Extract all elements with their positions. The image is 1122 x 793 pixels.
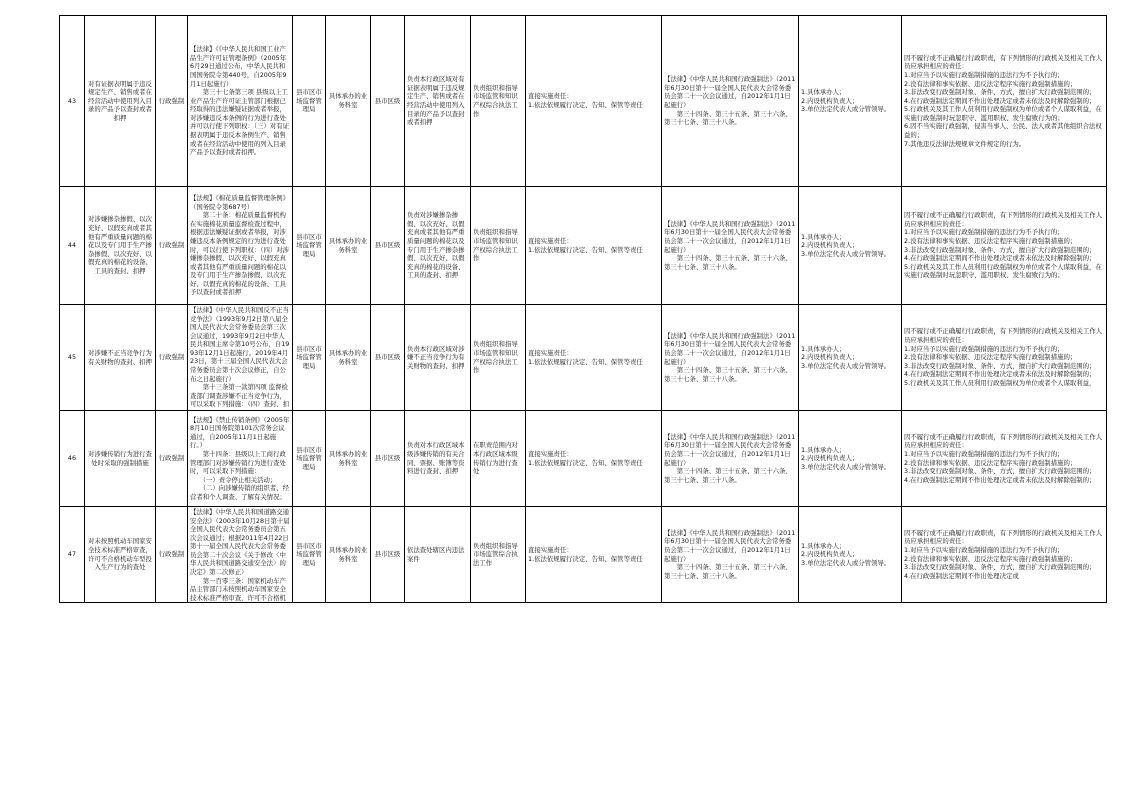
jurisdiction-level: 县市区级 xyxy=(371,411,405,507)
responsibility-scope: 负责本行政区域对涉嫌不正当竞争行为有关财物的查封、扣押 xyxy=(405,305,471,411)
legal-basis: 【法律】《《中华人民共和国工业产品生产许可证管理条例》（2005年6月29日通过公布，中华人民共和国国务院令第440号，自2005年9月1日起施行） 第三十七条第三项 县级以上工业产品生产许可证主管部门根据已经取得的违法嫌疑证据或者举报，对涉嫌违反本条例的行为进行查处并可以行使下列职权：（三）对有证据表明属于违反本条例生产、销售或者在经营活动中使用的列入目录产品予以查封或者扣押。 xyxy=(188,16,293,187)
implementation-duty: 直接实施责任： 1.依法依规履行决定、告知、保管等责任 xyxy=(526,507,662,603)
item-type: 行政强制 xyxy=(156,305,188,411)
row-number: 43 xyxy=(60,16,85,187)
responsibility-scope: 依法查处辖区内违法案件 xyxy=(405,507,471,603)
table-row xyxy=(60,305,1107,411)
handling-unit: 具体承办的业务科室 xyxy=(326,411,371,507)
item-name: 对有证据表明属于违反规定生产、销售或者在经营活动中使用列入目录的产品予以查封或者扣押 xyxy=(85,16,156,187)
handling-unit: 具体承办的业务科室 xyxy=(326,16,371,187)
item-name: 对涉嫌不正当竞争行为有关财物的查封、扣押 xyxy=(85,305,156,411)
accountability-clauses: 因不履行或不正确履行行政职责，有下列情形的行政机关及相关工作人员应承担相应的责任： 1.对应当予以实施行政强制措施的违法行为不予执行的； 2.没有法律和事实依据、违反法定程序实施行政强制措施的； 3.非法改变行政强制对象、条件、方式，擅自扩大行政强制范围的； 4.在行政强制法定期间不作出处理决定或者未依法及时解除强制的； 5.行政机关及其工作人员利用行政强制权为单位或者个人谋取利益，在实施行政强制时玩忽职守、滥用职权、发生腐败行为的； xyxy=(902,187,1107,305)
jurisdiction-level: 县市区级 xyxy=(371,16,405,187)
implementation-duty: 直接实施责任： 1.依法依规履行决定、告知、保管等责任 xyxy=(526,411,662,507)
table-row xyxy=(60,187,1107,305)
item-name: 对未按照机动车国家安全技术标准严格审查，许可不合格机动车型投入生产行为的查处 xyxy=(85,507,156,603)
item-type: 行政强制 xyxy=(156,187,188,305)
accountability-clauses: 因不履行或不正确履行行政职责，有下列情形的行政机关及相关工作人员应承担相应的责任： 1.对应当予以实施行政强制措施的违法行为不予执行的； 2.没有法律和事实依据、违反法定程序实施行政强制措施的； 3.非法改变行政强制对象、条件、方式，擅自扩大行政强制范围的； 4.在行政强制法定期间不作出处理决定或 xyxy=(902,507,1107,603)
item-name: 对涉嫌掺杂掺假、以次充好、以假充真或者其他有严重质量问题的棉花以及专门用于生产掺杂掺假、以次充好、以假充真的棉花的设备、工具的查封、扣押 xyxy=(85,187,156,305)
responsible-persons: 1.具体承办人； 2.内设机构负责人； 3.单位法定代表人或分管领导。 xyxy=(799,411,902,507)
row-number: 45 xyxy=(60,305,85,411)
accountability-clauses: 因不履行或不正确履行行政职责，有下列情形的行政机关及相关工作人员应承担相应的责任： 1.对应当予以实施行政强制措施的违法行为不予执行的； 2.没有法律和事实依据、违反法定程序实施行政强制措施的； 3.非法改变行政强制对象、条件、方式，擅自扩大行政强制范围的； 4.在行政强制法定期间不作出处理决定或者未依法及时解除强制的； 5.行政机关及其工作人员利用行政强制权为单位或者个人谋取利益， xyxy=(902,305,1107,411)
implementing-department: 县市区市场监督管理局 xyxy=(293,187,326,305)
implementation-duty: 直接实施责任： 1.依法依规履行决定、告知、保管等责任 xyxy=(526,16,662,187)
duty-description: 负责组织和指导市场监管综合执法工作 xyxy=(471,507,526,603)
duty-law-basis: 【法律】《中华人民共和国行政强制法》（2011年6月30日第十一届全国人民代表大会常务委员会第二十一次会议通过，自2012年1月1日起施行） 第三十四条、第三十五条、第三十六条、第三十七条、第三十八条。 xyxy=(662,187,799,305)
duty-description: 负责组织和指导市场监管和知识产权综合执法工作 xyxy=(471,187,526,305)
jurisdiction-level: 县市区级 xyxy=(371,305,405,411)
responsibility-scope: 负责对涉嫌掺杂掺假、以次充好、以假充真或者其他有严重质量问题的棉花以及专门用于生产掺杂掺假、以次充好、以假充真的棉花的设备、工具的查封、扣押 xyxy=(405,187,471,305)
row-number: 44 xyxy=(60,187,85,305)
duty-law-basis: 【法律】《中华人民共和国行政强制法》（2011年6月30日第十一届全国人民代表大会常务委员会第二十一次会议通过，自2012年1月1日起施行） 第三十四条、第三十五条、第三十六条、第三十七条、第三十八条。 xyxy=(662,507,799,603)
responsible-persons: 1.具体承办人； 2.内设机构负责人； 3.单位法定代表人或分管领导。 xyxy=(799,187,902,305)
responsibility-scope: 负责对本行政区域本级涉嫌传销的有关合同、票据、账簿等资料进行查封、扣押 xyxy=(405,411,471,507)
implementation-duty: 直接实施责任： 1.依法依规履行决定、告知、保管等责任 xyxy=(526,187,662,305)
duty-description: 在职责范围内对本行政区域本级传销行为进行查处 xyxy=(471,411,526,507)
responsible-persons: 1.具体承办人； 2.内设机构负责人； 3.单位法定代表人或分管领导。 xyxy=(799,507,902,603)
item-type: 行政强制 xyxy=(156,507,188,603)
table-row xyxy=(60,16,1107,187)
implementing-department: 县市区市场监督管理局 xyxy=(293,305,326,411)
item-name: 对涉嫌传销行为进行查处时采取的强制措施 xyxy=(85,411,156,507)
jurisdiction-level: 县市区级 xyxy=(371,187,405,305)
item-type: 行政强制 xyxy=(156,411,188,507)
accountability-clauses: 因不履行或不正确履行行政职责，有下列情形的行政机关及相关工作人员应承担相应的责任： 1.对应当予以实施行政强制措施的违法行为不予执行的； 2.没有法律和事实依据、违反法定程序实施行政强制措施的； 3.非法改变行政强制对象、条件、方式，擅自扩大行政强制范围的； 4.在行政强制法定期间不作出处理决定或者未依法及时解除强制的； 5.行政机关及其工作人员利用行政强制权为单位或者个人谋取利益，在实施行政强制时玩忽职守、滥用职权、发生腐败行为的； 6.因不当实施行政强制，侵害当事人、公民、法人或者其他组织合法权益的； 7.其他违反法律法规规章文件规定的行为。 xyxy=(902,16,1107,187)
table-row xyxy=(60,411,1107,507)
responsible-persons: 1.具体承办人； 2.内设机构负责人； 3.单位法定代表人或分管领导。 xyxy=(799,305,902,411)
legal-basis: 【法律】《中华人民共和国道路交通安全法》（2003年10月28日第十届全国人民代表大会常务委员会第五次会议通过；根据2011年4月22日第十一届全国人民代表大会常务委员会第二十次会议《关于修改〈中华人民共和国道路交通安全法〉的决定》第二次修正） 第一百零三条：国家机动车产品主管部门未按照机动车国家安全技术标准严格审查，许可不合格机 xyxy=(188,507,293,603)
handling-unit: 具体承办的业务科室 xyxy=(326,305,371,411)
implementing-department: 县市区市场监督管理局 xyxy=(293,507,326,603)
responsible-persons: 1.具体承办人； 2.内设机构负责人； 3.单位法定代表人或分管领导。 xyxy=(799,16,902,187)
row-number: 47 xyxy=(60,507,85,603)
handling-unit: 具体承办的业务科室 xyxy=(326,507,371,603)
handling-unit: 具体承办的业务科室 xyxy=(326,187,371,305)
duty-law-basis: 【法律】《中华人民共和国行政强制法》（2011年6月30日第十一届全国人民代表大会常务委员会第二十一次会议通过，自2012年1月1日起施行） 第三十四条、第三十五条、第三十六条、第三十七条、第三十八条。 xyxy=(662,305,799,411)
legal-basis: 【法律】《中华人民共和国反不正当竞争法》（1993年9月2日第八届全国人民代表大会常务委员会第三次会议通过，1993年9月2日中华人民共和国主席令第10号公布，自1993年12月1日起施行。2019年4月23日，第十三届全国人民代表大会常务委员会第十次会议修正，自公布之日起施行） 第十三条第一款第四项 监督检查部门调查涉嫌不正当竞争行为，可以采取下列措施：（四）查封、扣 xyxy=(188,305,293,411)
duty-law-basis: 【法律】《中华人民共和国行政强制法》（2011年6月30日第十一届全国人民代表大会常务委员会第二十一次会议通过，自2012年1月1日起施行） 第三十四条、第三十五条、第三十六条、第三十七条、第三十八条。 xyxy=(662,16,799,187)
item-type: 行政强制 xyxy=(156,16,188,187)
row-number: 46 xyxy=(60,411,85,507)
duty-description: 负责组织和指导市场监管和知识产权综合执法工作 xyxy=(471,305,526,411)
legal-basis: 【法规】《禁止传销条例》（2005年8月10日国务院第101次常务会议通过，自2005年11月1日起施行。） 第十四条：县级以上工商行政管理部门对涉嫌传销行为进行查处时，可以采取下列措施： （一）责令停止相关活动； （二）向涉嫌传销的组织者、经营者和个人调查、了解有关情况； xyxy=(188,411,293,507)
responsibility-scope: 负责本行政区域对有证据表明属于违反规定生产、销售或者在经营活动中使用列入目录的产品予以查封或者扣押 xyxy=(405,16,471,187)
duty-description: 负责组织和指导市场监管和知识产权综合执法工作 xyxy=(471,16,526,187)
implementing-department: 县市区市场监督管理局 xyxy=(293,16,326,187)
legal-basis: 【法规】《棉花质量监督管理条例》（国务院令第687号） 第二十条：棉花质量监督机构在实施棉花质量监督检查过程中，根据违法嫌疑证据或者举报，对涉嫌违反本条例规定的行为进行查处时，可以行使下列职权：（四）对涉嫌掺杂掺假、以次充好、以假充真或者其他有严重质量问题的棉花以及专门用于生产掺杂掺假、以次充好、以假充真的棉花的设备、工具予以查封或者扣押 xyxy=(188,187,293,305)
table-row xyxy=(60,507,1107,603)
implementation-duty: 直接实施责任： 1.依法依规履行决定、告知、保管等责任 xyxy=(526,305,662,411)
duty-law-basis: 【法律】《中华人民共和国行政强制法》（2011年6月30日第十一届全国人民代表大会常务委员会第二十一次会议通过，自2012年1月1日起施行） 第三十四条、第三十五条、第三十六条、第三十七条、第三十八条。 xyxy=(662,411,799,507)
implementing-department: 县市区市场监督管理局 xyxy=(293,411,326,507)
table-body xyxy=(60,16,1107,603)
accountability-clauses: 因不履行或不正确履行行政职责，有下列情形的行政机关及相关工作人员应承担相应的责任： 1.对应当予以实施行政强制措施的违法行为不予执行的； 2.没有法律和事实依据、违反法定程序实施行政强制措施的； 3.非法改变行政强制对象、条件、方式，擅自扩大行政强制范围的； 4.在行政强制法定期间不作出处理决定或者未依法及时解除强制的； xyxy=(902,411,1107,507)
responsibility-table xyxy=(59,15,1107,603)
jurisdiction-level: 县市区级 xyxy=(371,507,405,603)
